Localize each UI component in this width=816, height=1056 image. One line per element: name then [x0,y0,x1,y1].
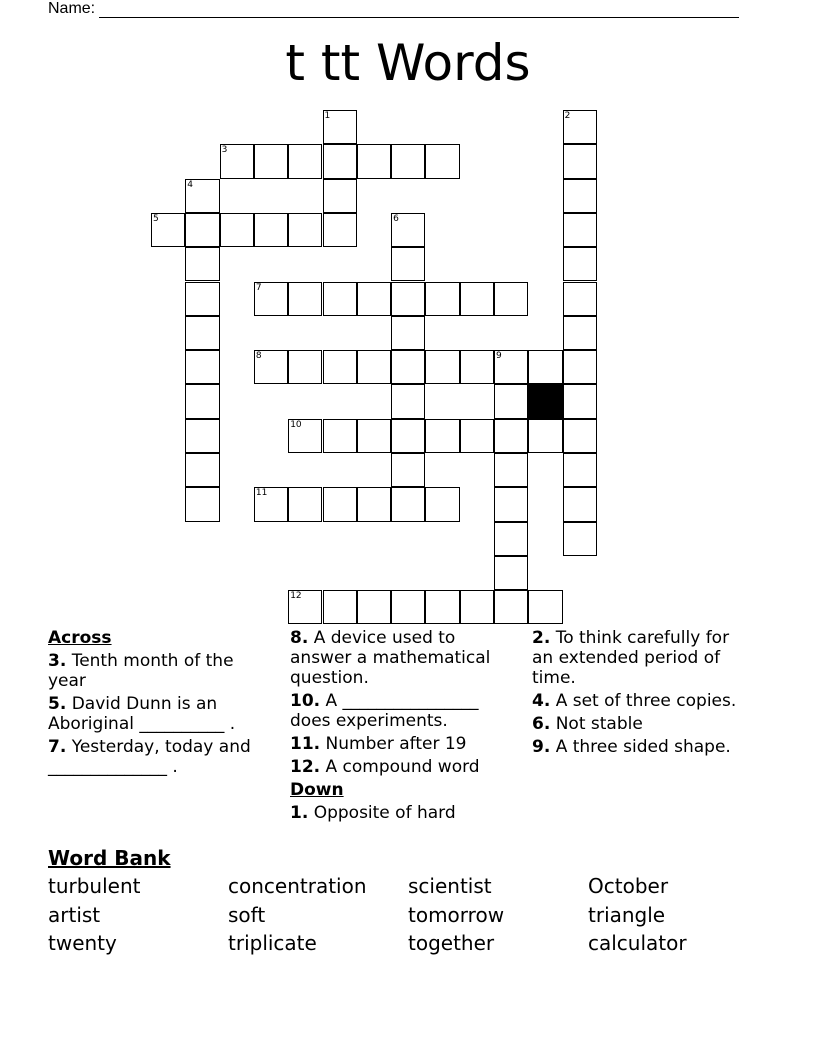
word-bank-word: triangle [588,902,666,927]
across-heading: Across [48,628,112,648]
crossword-cell[interactable] [528,350,562,384]
crossword-cell[interactable] [563,453,597,487]
crossword-cell[interactable] [425,350,459,384]
crossword-cell[interactable] [563,247,597,281]
clue-number: 7. [48,737,67,757]
clue-text: A device used to answer a mathematical question. [290,628,491,688]
down-clue [532,628,752,688]
crossword-cell[interactable] [563,384,597,418]
clue-number: 11. [290,734,321,754]
crossword-cell[interactable] [357,350,391,384]
word-bank-word: soft [228,902,266,927]
clues-column-3 [532,628,752,760]
across-clue [48,694,268,734]
crossword-cell[interactable] [563,282,597,316]
across-clue [48,651,268,691]
crossword-cell[interactable] [323,282,357,316]
crossword-cell[interactable] [494,556,528,590]
crossword-cell[interactable] [425,144,459,178]
clue-number: 5. [48,694,67,714]
crossword-cell[interactable] [185,419,219,453]
crossword-cell[interactable] [288,282,322,316]
crossword-cell[interactable] [185,350,219,384]
down-clue [532,714,752,734]
crossword-cell[interactable] [391,282,425,316]
crossword-cell[interactable] [460,590,494,624]
clue-number: 6 [393,213,399,224]
down-clue [532,691,752,711]
crossword-cell[interactable] [254,350,288,384]
clue-text: Yesterday, today and ______________ . [48,737,251,777]
crossword-cell[interactable] [563,213,597,247]
crossword-cell[interactable] [288,487,322,521]
crossword-cell[interactable] [185,282,219,316]
clue-number: 8 [255,351,262,362]
clue-text: To think carefully for an extended period of time. [532,628,730,688]
crossword-cell[interactable] [185,213,219,247]
crossword-cell[interactable] [563,350,597,384]
clues-column-1 [48,628,268,780]
crossword-cell[interactable] [185,487,219,521]
crossword-cell[interactable] [563,522,597,556]
crossword-cell[interactable] [323,350,357,384]
crossword-cell[interactable] [425,487,459,521]
crossword-cell[interactable] [323,419,357,453]
clue-number: 8. [290,628,309,648]
crossword-cell[interactable] [288,144,322,178]
clue-number: 3. [48,651,67,671]
crossword-cell[interactable] [563,419,597,453]
clue-number: 10 [290,419,302,430]
clue-text: Opposite of hard [308,803,456,823]
word-bank-word: October [588,874,669,898]
clue-text: A three sided shape. [550,737,731,757]
crossword-cell[interactable] [391,350,425,384]
word-bank-word: scientist [408,874,492,898]
crossword-cell[interactable] [391,590,425,624]
crossword-cell[interactable] [288,419,322,453]
crossword-cell[interactable] [563,179,597,213]
clue-number: 9 [496,351,502,362]
crossword-cell[interactable] [323,110,357,144]
crossword-cell[interactable] [494,350,528,384]
crossword-cell[interactable] [357,419,391,453]
clue-number: 7 [255,282,262,293]
crossword-cell[interactable] [563,316,597,350]
crossword-cell[interactable] [185,179,219,213]
clue-text: Number after 19 [320,734,467,754]
crossword-cell[interactable] [220,213,254,247]
crossword-cell[interactable] [323,144,357,178]
crossword-cell[interactable] [391,487,425,521]
across-clue [290,734,510,754]
crossword-cell[interactable] [391,453,425,487]
crossword-cell[interactable] [460,282,494,316]
clue-text: A set of three copies. [550,691,737,711]
crossword-cell[interactable] [494,487,528,521]
crossword-cell[interactable] [357,487,391,521]
crossword-cell[interactable] [494,590,528,624]
crossword-cell[interactable] [494,384,528,418]
clue-number: 4. [532,691,551,711]
clue-text: A ________________ does experiments. [290,691,479,731]
black-square [528,384,562,418]
down-clue [290,803,510,823]
crossword-cell[interactable] [494,419,528,453]
clue-number: 10. [290,691,321,711]
clue-number: 1. [290,803,309,823]
clue-number: 12 [290,591,302,602]
word-bank-word: together [408,931,495,955]
across-clue [290,691,510,731]
crossword-cell[interactable] [460,350,494,384]
crossword-cell[interactable] [185,453,219,487]
clue-number: 6. [532,714,551,734]
word-bank-word: artist [48,902,101,927]
clue-number: 4 [187,179,194,190]
across-clue [48,737,268,777]
crossword-cell[interactable] [494,522,528,556]
crossword-cell[interactable] [254,213,288,247]
crossword-cell[interactable] [288,213,322,247]
across-clue [290,628,510,688]
clue-text: Not stable [550,714,643,734]
clue-number: 1 [324,111,331,121]
crossword-cell[interactable] [425,282,459,316]
clue-number: 5 [153,213,159,224]
name-label: Name: [48,0,96,17]
crossword-cell[interactable] [323,213,357,247]
crossword-cell[interactable] [425,419,459,453]
clue-number: 12. [290,757,321,777]
crossword-cell[interactable] [391,247,425,281]
crossword-cell[interactable] [391,144,425,178]
crossword-cell[interactable] [391,316,425,350]
word-bank-word: concentration [228,874,367,898]
crossword-cell[interactable] [357,590,391,624]
word-bank-word: twenty [48,931,117,955]
crossword-cell[interactable] [254,144,288,178]
crossword-cell[interactable] [528,419,562,453]
word-bank-word: calculator [588,931,687,955]
word-bank-word: tomorrow [408,902,505,927]
crossword-cell[interactable] [357,282,391,316]
clue-number: 2. [532,628,551,648]
crossword-cell[interactable] [185,316,219,350]
word-bank-word: turbulent [48,874,141,898]
clue-number: 11 [255,488,268,499]
down-clue [532,737,752,757]
crossword-cell[interactable] [323,179,357,213]
crossword-cell[interactable] [288,590,322,624]
clue-number: 2 [564,111,571,121]
across-clue [290,757,510,777]
crossword-cell[interactable] [323,590,357,624]
crossword-cell[interactable] [563,487,597,521]
clue-text: Tenth month of the year [48,651,234,691]
crossword-cell[interactable] [185,384,219,418]
crossword-cell[interactable] [185,247,219,281]
crossword-cell[interactable] [425,590,459,624]
crossword-cell[interactable] [391,419,425,453]
crossword-cell[interactable] [391,384,425,418]
clue-text: David Dunn is an Aboriginal __________ . [48,694,236,734]
crossword-cell[interactable] [563,144,597,178]
crossword-cell[interactable] [563,110,597,144]
crossword-cell[interactable] [254,487,288,521]
crossword-cell[interactable] [460,419,494,453]
word-bank-title: Word Bank [48,846,171,870]
crossword-cell[interactable] [494,282,528,316]
crossword-cell[interactable] [220,144,254,178]
crossword-cell[interactable] [528,590,562,624]
crossword-cell[interactable] [151,213,185,247]
crossword-cell[interactable] [323,487,357,521]
crossword-cell[interactable] [357,144,391,178]
crossword-cell[interactable] [494,453,528,487]
clue-number: 3 [221,145,228,156]
down-heading: Down [290,780,344,800]
clue-number: 9. [532,737,551,757]
clue-text: A compound word [320,757,480,777]
crossword-cell[interactable] [288,350,322,384]
word-bank-word: triplicate [228,931,317,955]
crossword-cell[interactable] [254,282,288,316]
page-title: t tt Words [285,34,531,92]
crossword-cell[interactable] [391,213,425,247]
clues-column-2 [290,628,510,826]
